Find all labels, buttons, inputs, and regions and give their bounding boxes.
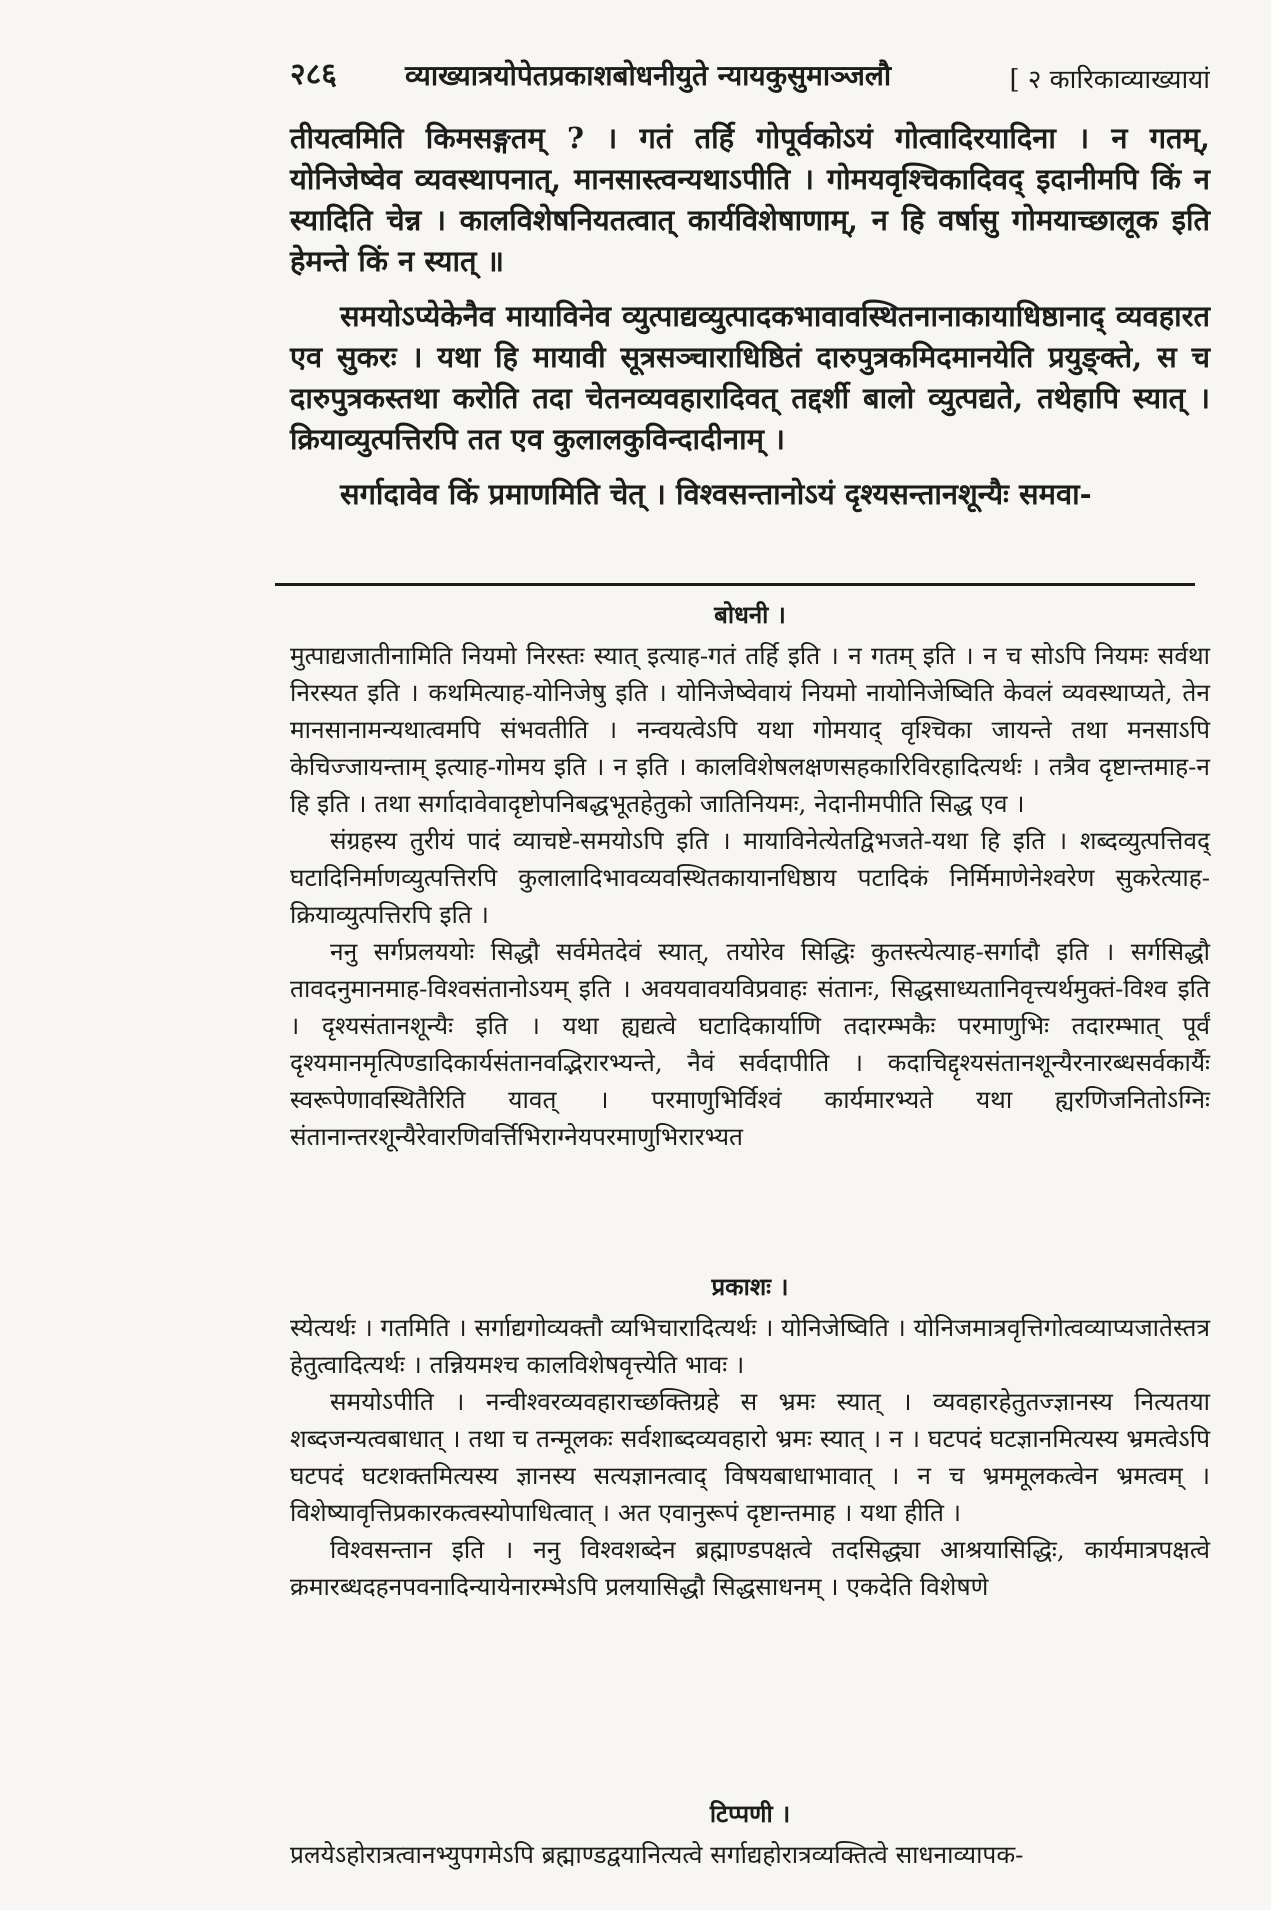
bodhani-heading: बोधनी । [714,600,786,629]
header-section: [ २ कारिकाव्याख्यायां [1009,65,1210,95]
main-paragraph: सर्गादावेव किं प्रमाणमिति चेत् । विश्वसन्तानोऽयं दृश्यसन्तानशून्यैः समवा- [340,477,1092,511]
prakasha-commentary [290,1268,1210,1605]
bodhani-paragraph: ननु सर्गप्रलययोः सिद्धौ सर्वमेतदेवं स्यात्, तयोरेव सिद्धिः कुतस्त्येत्याह-सर्गादौ इति । सर्गसिद्धौ तावदनुमानमाह-विश्वसंतानोऽयम् इति । अवयवावयविप्रवाहः संतानः, सिद्धसाध्यतानिवृत्त्यर्थमुक्तं-विश्व इति । दृश्यसंतानशून्यैः इति । यथा ह्यद्यत्वे घटादिकार्याणि तदारम्भकैः परमाणुभिः तदारम्भात् पूर्वं दृश्यमानमृत्पिण्डादिकार्यसंतानवद्भिरारभ्यन्ते, नैवं सर्वदापीति । कदाचिद्दृश्यसंतानशून्यैरनारब्धसर्वकार्यैः स्वरूपेणावस्थितैरिति यावत् । परमाणुभिर्विश्वं कार्यमारभ्यते यथा ह्यरणिजनितोऽग्निः संतानान्तरशून्यैरेवारणिवर्त्तिभिराग्नेयपरमाणुभिरारभ्यत [290,937,1210,1151]
prakasha-paragraph: विश्वसन्तान इति । ननु विश्वशब्देन ब्रह्माण्डपक्षत्वे तदसिद्ध्या आश्रयासिद्धिः, कार्यमात्रपक्षत्वे क्रमारब्धदहनपवनादिन्यायेनारम्भेऽपि प्रलयासिद्धौ सिद्धसाधनम् । एकदेति विशेषणे [290,1535,1210,1601]
prakasha-paragraph: समयोऽपीति । नन्वीश्वरव्यवहाराच्छक्तिग्रहे स भ्रमः स्यात् । व्यवहारहेतुतज्ज्ञानस्य नित्यतया शब्दजन्यत्वबाधात् । तथा च तन्मूलकः सर्वशाब्दव्यवहारो भ्रमः स्यात् । न । घटपदं घटज्ञानमित्यस्य भ्रमत्वेऽपि घटपदं घटशक्तमित्यस्य ज्ञानस्य सत्यज्ञानत्वाद् विषयबाधाभावात् । न च भ्रममूलकत्वेन भ्रमत्वम् । विशेष्यावृत्तिप्रकारकत्वस्योपाधित्वात् । अत एवानुरूपं दृष्टान्तमाह । यथा हीति । [290,1387,1210,1527]
bodhani-commentary [290,596,1210,1155]
main-paragraph: तीयत्वमिति किमसङ्गतम् ? । गतं तर्हि गोपूर्वकोऽयं गोत्वादिरयादिना । न गतम्, योनिजेष्वेव व्यवस्थापनात्, मानसास्त्वन्यथाऽपीति । गोमयवृश्चिकादिवद् इदानीमपि किं न स्यादिति चेन्न । कालविशेषनियतत्वात् कार्यविशेषाणाम्, न हि वर्षासु गोमयाच्छालूक इति हेमन्ते किं न स्यात् ॥ [290,121,1210,278]
section-rule [275,583,1195,586]
header-title: व्याख्यात्रयोपेतप्रकाशबोधनीयुते न्यायकुसुमाञ्जलौ [405,59,892,92]
tippani-heading: टिप्पणी । [709,1799,791,1828]
main-paragraph: समयोऽप्येकेनैव मायाविनेव व्युत्पाद्यव्युत्पादकभावावस्थितनानाकायाधिष्ठानाद् व्यवहारत एव सुकरः । यथा हि मायावी सूत्रसञ्चाराधिष्ठितं दारुपुत्रकमिदमानयेति प्रयुङ्क्ते, स च दारुपुत्रकस्तथा करोति तदा चेतनव्यवहारादिवत् तद्दर्शी बालो व्युत्पद्यते, तथेहापि स्यात् । क्रियाव्युत्पत्तिरपि तत एव कुलालकुविन्दादीनाम् । [290,299,1210,456]
bodhani-paragraph: संग्रहस्य तुरीयं पादं व्याचष्टे-समयोऽपि इति । मायाविनेत्येतद्विभजते-यथा हि इति । शब्दव्युत्पत्तिवद् घटादिनिर्माणव्युत्पत्तिरपि कुलालादिभावव्यवस्थितकायानधिष्ठाय पटादिकं निर्मिमाणेनेश्वरेण सुकरेत्याह-क्रियाव्युत्पत्तिरपि इति । [290,826,1210,929]
main-text [290,118,1210,529]
running-header [290,48,1210,104]
prakasha-heading: प्रकाशः । [711,1272,789,1301]
page-number: २८६ [290,57,337,92]
tippani-note [290,1795,1210,1873]
tippani-paragraph: प्रलयेऽहोरात्रत्वानभ्युपगमेऽपि ब्रह्माण्डद्वयानित्यत्वे सर्गाद्यहोरात्रव्यक्तित्वे साधनाव्यापक- [290,1840,1024,1869]
prakasha-paragraph: स्येत्यर्थः । गतमिति । सर्गाद्यगोव्यक्तौ व्यभिचारादित्यर्थः । योनिजेष्विति । योनिजमात्रवृत्तिगोत्वव्याप्यजातेस्तत्र हेतुत्वादित्यर्थः । तन्नियमश्च कालविशेषवृत्त्येति भावः । [290,1313,1210,1379]
bodhani-paragraph: मुत्पाद्यजातीनामिति नियमो निरस्तः स्यात् इत्याह-गतं तर्हि इति । न गतम् इति । न च सोऽपि नियमः सर्वथा निरस्यत इति । कथमित्याह-योनिजेषु इति । योनिजेष्वेवायं नियमो नायोनिजेष्विति केवलं व्यवस्थाप्यते, तेन मानसानामन्यथात्वमपि संभवतीति । नन्वयत्वेऽपि यथा गोमयाद् वृश्चिका जायन्ते तथा मनसाऽपि केचिज्जायन्ताम् इत्याह-गोमय इति । न इति । कालविशेषलक्षणसहकारिविरहादित्यर्थः । तत्रैव दृष्टान्तमाह-न हि इति । तथा सर्गादावेवादृष्टोपनिबद्धभूतहेतुको जातिनियमः, नेदानीमपीति सिद्ध एव । [290,641,1210,818]
